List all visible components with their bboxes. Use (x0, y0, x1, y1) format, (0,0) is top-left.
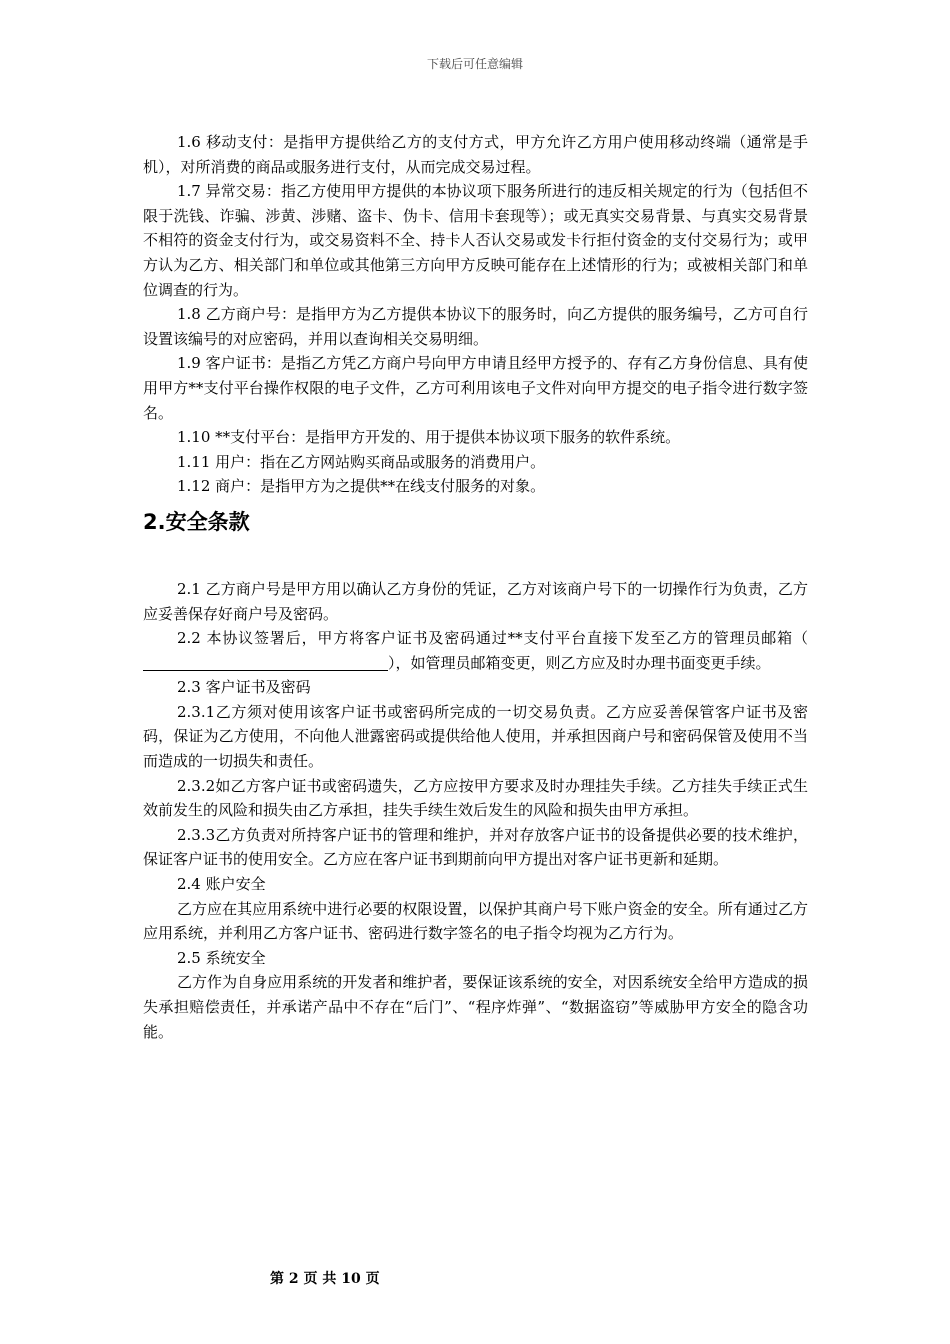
clause-2-1: 2.1 乙方商户号是甲方用以确认乙方身份的凭证，乙方对该商户号下的一切操作行为负责，乙方应妥善保存好商户号及密码。 (143, 579, 808, 623)
clause-2-5-title: 2.5 系统安全 (177, 948, 266, 967)
email-blank-line (143, 654, 388, 671)
clause-1-6: 1.6 移动支付：是指甲方提供给乙方的支付方式，甲方允许乙方用户使用移动终端（通常是手机），对所消费的商品或服务进行支付，从而完成交易过程。 (143, 133, 808, 176)
page-footer: 第 2 页 共 10 页 (270, 1271, 380, 1287)
clause-2-2 (143, 626, 808, 675)
section-2-heading: 2.安全条款 (143, 509, 250, 534)
clause-2-2-text-end: ），如管理员邮箱变更，则乙方应及时办理书面变更手续。 (388, 653, 771, 672)
clause-2-3-3: 2.3.3乙方负责对所持客户证书的管理和维护，并对存放客户证书的设备提供必要的技术维护，保证客户证书的使用安全。乙方应在客户证书到期前向甲方提出对客户证书更新和延期。 (143, 825, 808, 869)
clause-1-10: 1.10 **支付平台：是指甲方开发的、用于提供本协议项下服务的软件系统。 (177, 428, 681, 447)
clause-1-7: 1.7 异常交易：指乙方使用甲方提供的本协议项下服务所进行的违反相关规定的行为（包括但不限于洗钱、诈骗、涉黄、涉赌、盗卡、伪卡、信用卡套现等）；或无真实交易背景、与真实交易背景不相符的资金支付行为，或交易资料不全、持卡人否认交易或发卡行拒付资金的支付交易行为；或甲方认为乙方、相关部门和单位或其他第三方向甲方反映可能存在上述情形的行为；或被相关部门和单位调查的行为。 (143, 182, 808, 299)
clause-1-11: 1.11 用户：指在乙方网站购买商品或服务的消费用户。 (177, 452, 546, 471)
clause-2-4-body: 乙方应在其应用系统中进行必要的权限设置，以保护其商户号下账户资金的安全。所有通过乙方应用系统，并利用乙方客户证书、密码进行数字签名的电子指令均视为乙方行为。 (143, 899, 808, 943)
clause-2-3-2: 2.3.2如乙方客户证书或密码遗失，乙方应按甲方要求及时办理挂失手续。乙方挂失手续正式生效前发生的风险和损失由乙方承担，挂失手续生效后发生的风险和损失由甲方承担。 (143, 776, 808, 820)
clause-1-9: 1.9 客户证书：是指乙方凭乙方商户号向甲方申请且经甲方授予的、存有乙方身份信息、具有使用甲方**支付平台操作权限的电子文件，乙方可利用该电子文件对向甲方提交的电子指令进行数字签名。 (143, 354, 808, 422)
clause-2-3-1: 2.3.1乙方须对使用该客户证书或密码所完成的一切交易负责。乙方应妥善保管客户证书及密码，保证为乙方使用，不向他人泄露密码或提供给他人使用，并承担因商户号和密码保管及使用不当而造成的一切损失和责任。 (143, 702, 808, 771)
page-header: 下载后可任意编辑 (426, 57, 523, 71)
clause-2-3: 2.3 客户证书及密码 (177, 678, 311, 697)
clause-2-2-text-start: 2.2 本协议签署后，甲方将客户证书及密码通过**支付平台直接下发至乙方的管理员邮箱（ (177, 629, 808, 648)
document-body (143, 130, 808, 1044)
clause-2-5-body: 乙方作为自身应用系统的开发者和维护者，要保证该系统的安全，对因系统安全给甲方造成的损失承担赔偿责任，并承诺产品中不存在“后门”、“程序炸弹”、“数据盗窃”等威胁甲方安全的隐含功能。 (143, 973, 808, 1041)
clause-1-8: 1.8 乙方商户号：是指甲方为乙方提供本协议下的服务时，向乙方提供的服务编号，乙方可自行设置该编号的对应密码，并用以查询相关交易明细。 (143, 305, 808, 348)
clause-2-4-title: 2.4 账户安全 (177, 875, 266, 894)
clause-1-12: 1.12 商户：是指甲方为之提供**在线支付服务的对象。 (177, 477, 546, 496)
